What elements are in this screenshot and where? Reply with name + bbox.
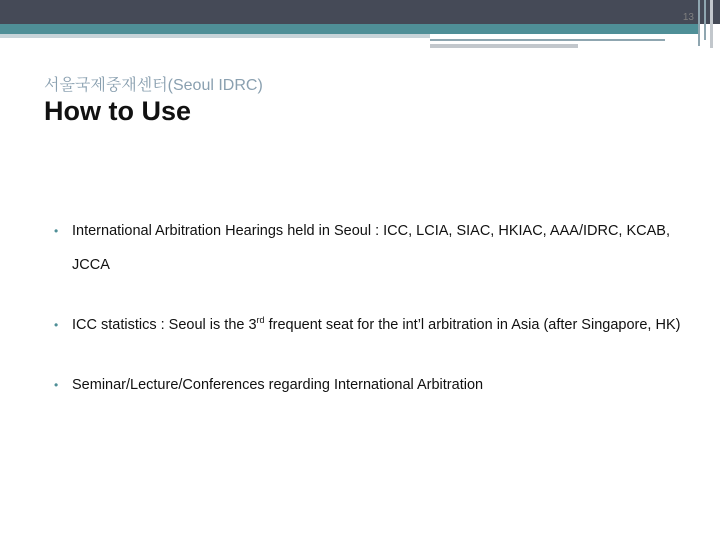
bullet-text-start: ICC statistics : Seoul is the 3 [72, 317, 257, 333]
header-accent-band [0, 24, 700, 34]
header-gray-strip [430, 44, 578, 48]
bullet-icon: • [54, 318, 59, 332]
list-item [54, 368, 694, 402]
list-item [54, 214, 694, 282]
slide-title: How to Use [44, 96, 192, 126]
bullet-superscript: rd [256, 315, 265, 326]
page-number: 13 [682, 12, 694, 23]
bullet-icon: • [54, 378, 59, 392]
decorative-vertical-line [710, 0, 713, 48]
bullet-text-end: frequent seat for the int’l arbitration in Asia (after Singapore, HK) [264, 317, 681, 333]
decorative-vertical-line [704, 0, 706, 40]
slide-subtitle: 서울국제중재센터(Seoul IDRC) [44, 77, 263, 94]
bullet-text: Seminar/Lecture/Conferences regarding International Arbitration [72, 377, 484, 393]
bullet-text: International Arbitration Hearings held in Seoul : ICC, LCIA, SIAC, HKIAC, AAA/IDRC, KCAB, JCCA [72, 223, 670, 273]
bullet-list [54, 214, 694, 428]
header-bar [0, 0, 720, 24]
list-item [54, 308, 694, 342]
header-light-band [0, 34, 430, 38]
bullet-icon: • [54, 224, 59, 238]
header-thin-line [430, 39, 665, 41]
decorative-vertical-line [698, 0, 700, 46]
